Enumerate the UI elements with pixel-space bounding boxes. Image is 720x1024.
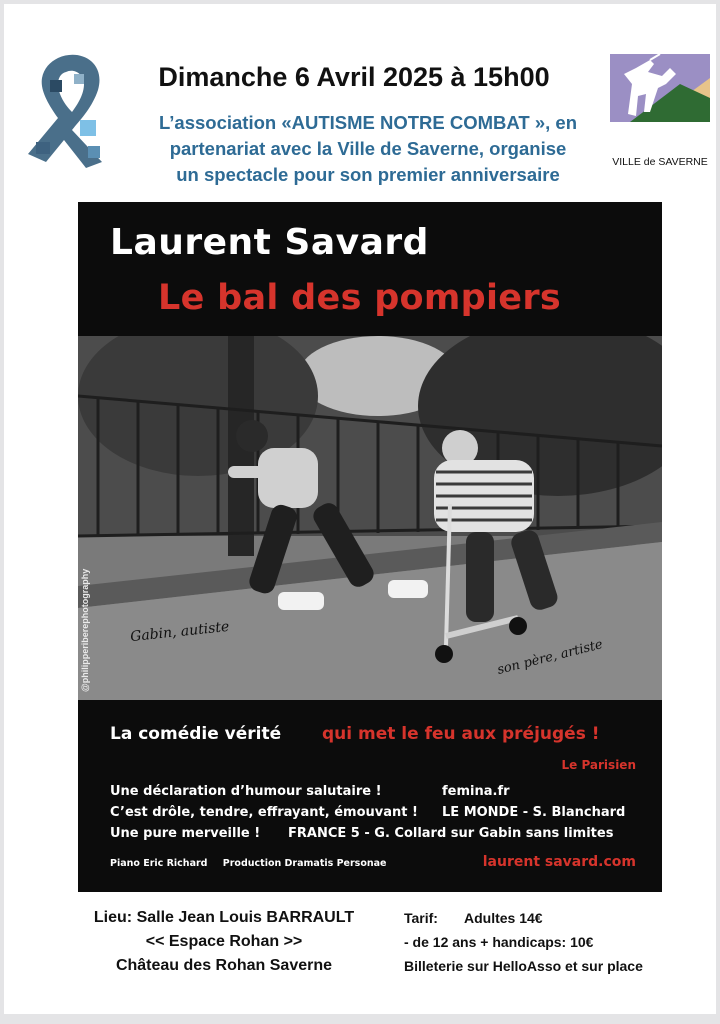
venue-line: << Espace Rohan >>	[145, 933, 303, 950]
pricing-info	[404, 906, 704, 978]
event-date: Dimanche 6 Avril 2025 à 15h00	[158, 62, 550, 92]
price-adults: Adultes 14€	[464, 910, 543, 926]
credit-piano: Piano Eric Richard	[110, 858, 208, 869]
venue-line: Château des Rohan Saverne	[115, 957, 333, 974]
tagline-source: Le Parisien	[561, 758, 636, 772]
artist-name: Laurent Savard	[110, 222, 429, 263]
review-text: Une pure merveille !	[110, 826, 261, 841]
review-source: LE MONDE - S. Blanchard	[442, 805, 626, 820]
caption-son: Gabin, autiste	[129, 618, 231, 646]
autism-ribbon-logo	[20, 50, 124, 170]
credit-production: Production Dramatis Personae	[222, 858, 387, 869]
show-title: Le bal des pompiers	[158, 278, 562, 318]
review-line	[110, 826, 614, 841]
tagline-left: La comédie vérité	[110, 724, 282, 744]
review-line	[110, 805, 626, 820]
flyer-page	[4, 4, 716, 1014]
association-line: un spectacle pour son premier anniversaire	[176, 164, 560, 185]
association-line: partenariat avec la Ville de Saverne, organise	[169, 138, 567, 159]
show-poster	[78, 202, 662, 892]
artist-website: laurent savard.com	[482, 854, 636, 870]
review-text: Une déclaration d’humour salutaire !	[110, 784, 382, 799]
credits	[110, 858, 387, 869]
price-reduced: - de 12 ans + handicaps: 10€	[404, 934, 594, 950]
ville-de-saverne-logo	[610, 54, 710, 174]
caption-father: son père, artiste	[495, 637, 605, 678]
tarif-label: Tarif:	[404, 910, 438, 926]
city-name: VILLE de SAVERNE	[612, 156, 708, 168]
ticketing-info: Billeterie sur HelloAsso et sur place	[404, 958, 643, 974]
puzzle-ribbon-icon	[20, 50, 124, 170]
association-line: L’association «AUTISME NOTRE COMBAT », en	[158, 112, 578, 133]
unicorn-emblem-icon	[610, 54, 710, 122]
review-text: C’est drôle, tendre, effrayant, émouvant !	[110, 805, 418, 820]
venue-line: Lieu: Salle Jean Louis BARRAULT	[93, 909, 355, 926]
venue-info	[64, 906, 384, 978]
tagline-right: qui met le feu aux préjugés !	[322, 724, 600, 744]
association-intro	[138, 110, 598, 188]
review-line	[110, 784, 510, 799]
review-source: FRANCE 5 - G. Collard sur Gabin sans limites	[288, 826, 614, 841]
poster-photo	[78, 336, 662, 700]
photo-credit: @philipperiberephotography	[80, 568, 90, 692]
review-source: femina.fr	[442, 784, 510, 799]
